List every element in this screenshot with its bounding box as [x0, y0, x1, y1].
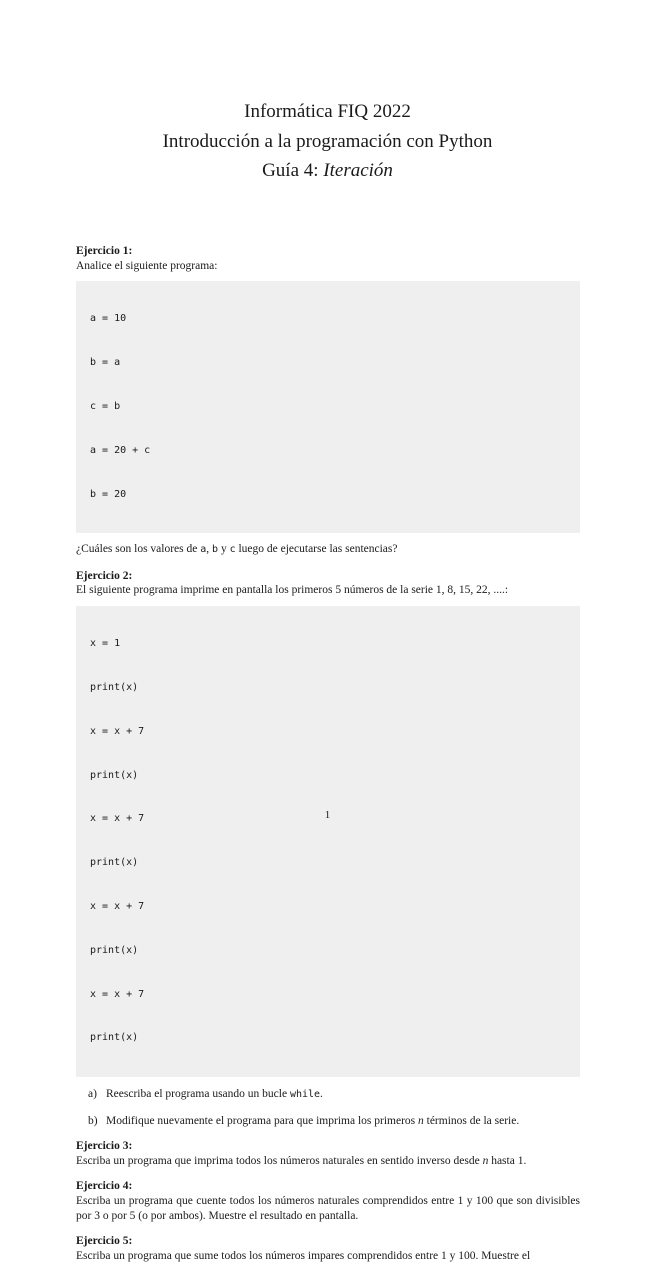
exercise-2-code-block [76, 606, 580, 1077]
exercise-1-code-block [76, 281, 580, 533]
guide-title [0, 160, 655, 182]
exercise-2-intro: El siguiente programa imprime en pantalla los primeros 5 números de la serie 1, 8, 15, 22, ....: [76, 584, 509, 597]
exercise-list [76, 244, 580, 1263]
exercise-5-text: Escriba un programa que sume todos los números impares comprendidos entre 1 y 100. Muestre el [76, 1249, 531, 1262]
code-line: c = b [90, 400, 121, 412]
exercise-2-title: Ejercicio 2: [76, 569, 133, 582]
code-line: print(x) [90, 769, 139, 781]
exercise-1-intro: Analice el siguiente programa: [76, 259, 218, 272]
guide-topic: Iteración [323, 160, 393, 181]
item-label: b) [88, 1114, 98, 1127]
var-n: n [482, 1154, 489, 1167]
exercise-5-title: Ejercicio 5: [76, 1235, 133, 1248]
exercise-2-item-a: a) Reescriba el programa usando un bucle while. [88, 1088, 323, 1101]
code-line: print(x) [90, 682, 139, 694]
code-line: x = x + 7 [90, 813, 145, 825]
code-line: x = 1 [90, 638, 121, 650]
var-a: a [200, 544, 207, 556]
exercise-4-title: Ejercicio 4: [76, 1180, 133, 1193]
exercise-1-question: ¿Cuáles son los valores de a, b y c luego de ejecutarse las sentencias? [76, 543, 398, 556]
code-line: a = 20 + c [90, 444, 151, 456]
exercise-2-item-b: b) Modifique nuevamente el programa para que imprima los primeros n términos de la serie. [88, 1114, 520, 1127]
document-subtitle: Introducción a la programación con Python [162, 131, 493, 152]
code-line: x = x + 7 [90, 988, 145, 1000]
code-line: b = 20 [90, 488, 127, 500]
exercise-4-text: Escriba un programa que cuente todos los números naturales comprendidos entre 1 y 100 que son divisibles por 3 o por 5 (o por ambos). Muestre el resultado en pantalla. [76, 1195, 580, 1222]
exercise-1-title: Ejercicio 1: [76, 245, 133, 257]
code-line: print(x) [90, 944, 139, 956]
exercise-3-text: Escriba un programa que imprima todos los números naturales en sentido inverso desde n hasta 1. [76, 1154, 527, 1167]
keyword-while: while [289, 1089, 321, 1101]
var-b: b [212, 544, 219, 556]
code-line: a = 10 [90, 313, 127, 325]
item-label: a) [88, 1088, 97, 1101]
var-c: c [229, 544, 236, 556]
var-n: n [418, 1114, 424, 1127]
exercise-2-items [76, 1087, 580, 1128]
code-line: x = x + 7 [90, 900, 145, 912]
guide-prefix: Guía 4: [262, 160, 324, 181]
code-line: b = a [90, 357, 121, 369]
code-line: x = x + 7 [90, 725, 145, 737]
exercise-3-title: Ejercicio 3: [76, 1140, 133, 1153]
page-number: 1 [324, 809, 331, 821]
code-line: print(x) [90, 1032, 139, 1044]
document-title: Informática FIQ 2022 [244, 101, 411, 122]
code-line: print(x) [90, 857, 139, 869]
